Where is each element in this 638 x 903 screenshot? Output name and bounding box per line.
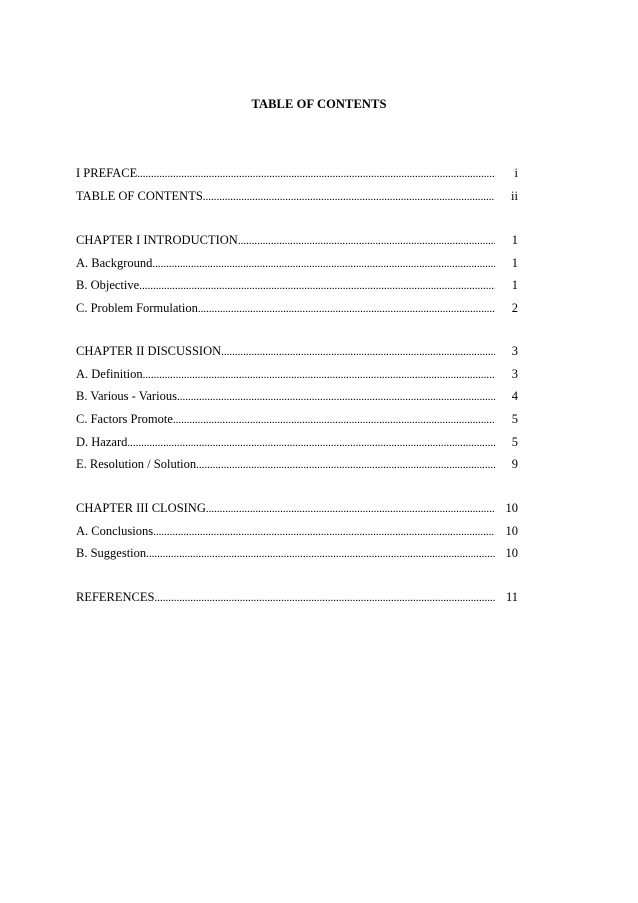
toc-entry-page: 10 (505, 546, 518, 561)
toc-entry-label: B. Suggestion (76, 546, 147, 561)
toc-dot-leader (139, 275, 495, 297)
toc-dot-leader (127, 432, 495, 454)
toc-entry[interactable] (76, 453, 518, 476)
toc-entry-label: A. Definition (76, 366, 143, 381)
toc-entry[interactable] (76, 363, 518, 386)
toc-dot-leader (203, 186, 495, 208)
toc-entry-page: 11 (505, 590, 518, 604)
toc-entry-label: C. Problem Formulation (76, 301, 198, 316)
toc-entry-label: A. Conclusions (76, 523, 154, 538)
toc-entry-page: ii (511, 188, 518, 203)
toc-entry-page: 1 (511, 255, 518, 270)
toc-entry-label: CHAPTER III CLOSING (76, 501, 206, 515)
toc-entry-label: C. Factors Promote (76, 412, 173, 427)
toc-dot-leader (206, 498, 495, 520)
toc-entry[interactable] (76, 431, 518, 454)
toc-group-chapter-1 (76, 229, 518, 320)
toc-entry-page: i (514, 166, 518, 180)
toc-entry-label: A. Background (76, 255, 153, 270)
toc-entry-page: 10 (505, 501, 518, 515)
toc-entry[interactable] (76, 542, 518, 565)
toc-entry[interactable] (76, 497, 518, 520)
toc-entry-label: B. Objective (76, 278, 140, 293)
toc-entry-page: 5 (511, 412, 518, 427)
toc-dot-leader (196, 454, 495, 476)
toc-group-front-matter (76, 162, 518, 207)
toc-dot-leader (221, 341, 495, 363)
toc-entry[interactable] (76, 520, 518, 543)
toc-dot-leader (153, 521, 495, 543)
toc-dot-leader (198, 298, 495, 320)
toc-dot-leader (143, 364, 495, 386)
toc-entry-page: 1 (511, 233, 518, 247)
toc-dot-leader (238, 230, 495, 252)
toc-group-chapter-3 (76, 497, 518, 565)
toc-entry-page: 9 (511, 457, 518, 472)
toc-entry[interactable] (76, 185, 518, 208)
toc-entry-page: 4 (511, 389, 518, 404)
toc-entry-page: 2 (511, 301, 518, 316)
toc-entry[interactable] (76, 340, 518, 363)
toc-entry[interactable] (76, 274, 518, 297)
toc-dot-leader (146, 543, 495, 565)
toc-entry[interactable] (76, 229, 518, 252)
toc-entry-label: I PREFACE (76, 166, 138, 180)
toc-dot-leader (152, 253, 495, 275)
toc-entry-page: 3 (511, 366, 518, 381)
toc-entry-label: E. Resolution / Solution (76, 457, 197, 472)
toc-entry[interactable] (76, 297, 518, 320)
toc-dot-leader (173, 409, 495, 431)
page-title: TABLE OF CONTENTS (251, 97, 387, 111)
toc-entry[interactable] (76, 408, 518, 431)
toc-entry[interactable] (76, 586, 518, 609)
toc-entry-label: REFERENCES (76, 590, 155, 604)
toc-dot-leader (177, 386, 495, 408)
toc-entry[interactable] (76, 252, 518, 275)
toc-entry-label: B. Various - Various (76, 389, 177, 404)
toc-entry-page: 3 (511, 344, 518, 358)
toc-dot-leader (137, 163, 495, 185)
toc-entry-page: 1 (511, 278, 518, 293)
toc-entry[interactable] (76, 162, 518, 185)
toc-entry-page: 10 (505, 523, 518, 538)
toc-entry-page: 5 (511, 434, 518, 449)
toc-group-chapter-2 (76, 340, 518, 476)
toc-entry-label: CHAPTER II DISCUSSION (76, 344, 222, 358)
toc-entry-label: CHAPTER I INTRODUCTION (76, 233, 238, 247)
toc-group-references (76, 586, 518, 609)
toc-entry-label: TABLE OF CONTENTS (76, 188, 203, 203)
toc-entry[interactable] (76, 385, 518, 408)
toc-entry-label: D. Hazard (76, 434, 128, 449)
toc-dot-leader (155, 587, 496, 609)
